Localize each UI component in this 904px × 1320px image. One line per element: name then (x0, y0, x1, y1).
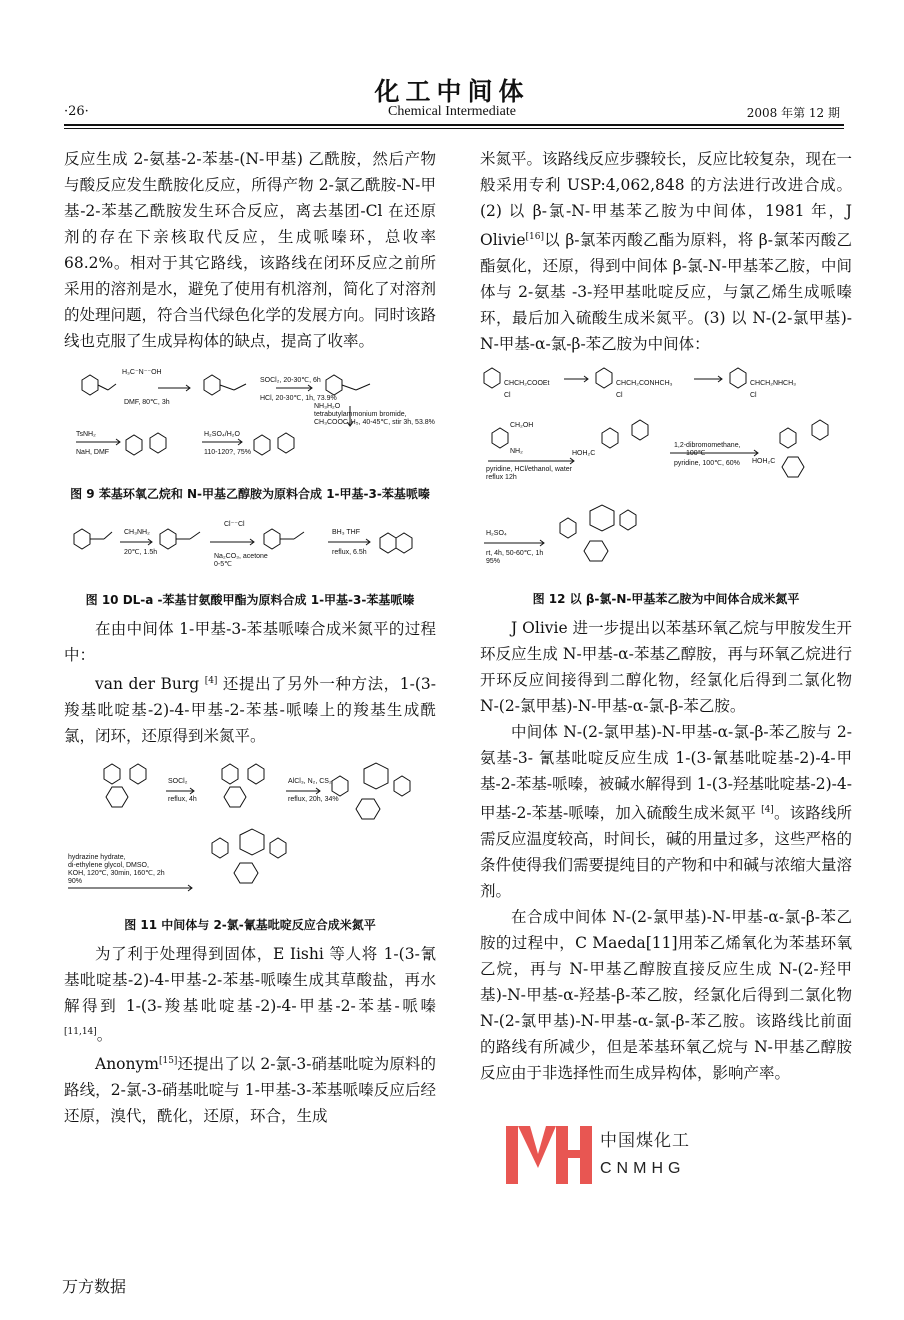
fig10-condition-2: Na₂CO₃, acetone (214, 553, 268, 560)
right-paragraph-1 (480, 146, 852, 357)
fig9-condition-8: NaH, DMF (76, 449, 110, 456)
fig9-condition-4: NH₃H₂O (314, 403, 341, 410)
figure-12-caption: 图 12 以 β-氯-N-甲基苯乙胺为中间体合成米氮平 (532, 592, 800, 607)
left-paragraph-5 (64, 1048, 436, 1129)
citation-ref: [4] (204, 676, 218, 686)
left-paragraph-1: 反应生成 2-氨基-2-苯基-(N-甲基) 乙酰胺，然后产物与酸反应发生酰胺化反应，所得产物 2-氯乙酰胺-N-甲基-2-苯基乙酰胺发生环合反应，离去基团-Cl 在还原剂的存在下亲核取代反应，生成哌嗪环，总收率 68.2%。相对于其它路线，该路线在闭环反应之前所采用的溶剂是水，避免了使用有机溶剂，简化了对溶剂的处理问题，符合当代绿色化学的发展方向。同时该路线也克服了生成异构体的缺点，提高了收率。 (64, 150, 437, 350)
fig10-condition-4: reflux, 6.5h (332, 549, 367, 556)
fig12-substrate-2: CHCH₂CONHCH₃ (616, 380, 673, 388)
fig9-condition-5: tetrabutylammonium bromide, (314, 411, 407, 418)
journal-title: 化工中间体 (374, 77, 530, 106)
paragraph-text: 以 β-氯苯丙酸乙酯为原料，将 β-氯苯丙酸乙酯氨化，还原，得到中间体 β-氯-N-甲基苯乙胺，中间体与 2-氨基 -3-羟甲基吡啶反应，与氯乙烯生成哌嗪环，最后加入硫酸生成米氮平。(3) 以 N-(2-氯甲基)-N-甲基-α-氯-β-苯乙胺为中间体： (480, 231, 852, 354)
source-footer: 万方数据 (62, 1277, 127, 1296)
citation-ref: [16] (525, 232, 544, 242)
fig12-condition-8: 95% (486, 558, 501, 566)
fig9-condition-3: HCl, 20-30℃, 1h, 73.9% (260, 395, 337, 402)
fig12-condition-6: H₂SO₄ (486, 530, 507, 538)
citation-ref: [15] (158, 1056, 178, 1067)
fig9-condition-10: 110-120?, 75% (204, 449, 251, 456)
fig12-condition-2: reflux 12h (486, 474, 517, 482)
figure-9-scheme (64, 360, 436, 478)
left-column (64, 146, 436, 1129)
fig12-substrate-2-cl: Cl (616, 392, 623, 400)
figure-10-scheme (64, 512, 436, 584)
fig12-condition-4: 100℃ (686, 450, 706, 458)
author-name: Anonym (95, 1055, 159, 1074)
fig10-condition-1: 20℃, 1.5h (124, 549, 158, 556)
fig12-condition-7: rt, 4h, 50-60℃, 1h (486, 550, 544, 558)
fig9-condition-1: DMF, 80℃, 3h (124, 399, 170, 406)
fig12-condition-1: pyridine, HCl/ethanol, water (486, 466, 572, 474)
figure-11-scheme (64, 755, 436, 909)
fig12-substrate-3-cl: Cl (750, 392, 757, 400)
right-column (480, 146, 852, 1086)
watermark-mark (504, 1120, 594, 1192)
header-rule (64, 124, 844, 129)
fig12-substrate-3: CHCH₂NHCH₃ (750, 380, 797, 388)
left-paragraph-4 (64, 941, 436, 1048)
issue-label: 2008 年第 12 期 (746, 106, 840, 120)
author-name: van der Burg (95, 675, 200, 694)
fig9-condition-9: H₂SO₄/H₂O (204, 431, 240, 438)
fig12-substrate-1: CHCH₂COOEt (504, 380, 550, 388)
fig12-pyridine-nh2: NH₂ (510, 448, 523, 456)
fig11-condition-6: 90% (68, 878, 83, 886)
fig12-condition-3: 1,2-dibromomethane, (674, 442, 741, 450)
left-paragraph-3 (64, 668, 436, 749)
paragraph-end: 。 (96, 1026, 113, 1045)
watermark-logo (504, 1120, 714, 1192)
figure-11-caption: 图 11 中间体与 2-氯-氰基吡啶反应合成米氮平 (124, 918, 376, 933)
figure-12 (480, 363, 852, 583)
right-paragraph-4: 在合成中间体 N-(2-氯甲基)-N-甲基-α-氯-β-苯乙胺的过程中，C Maeda[11]用苯乙烯氧化为苯基环氧乙烷，再与 N-甲基乙醇胺直接反应生成 N-(2-羟甲基)-N-甲基-α-羟基-β-苯乙胺，经氯化后得到二氯化物 N-(2-氯甲基)-N-甲基-α-氯-β-苯乙胺。该路线比前面的路线有所减少，但是苯基环氧乙烷与 N-甲基乙醇胺反应由于非选择性而生成异构体，影响产率。 (480, 908, 852, 1083)
left-paragraph-2: 在由中间体 1-甲基-3-苯基哌嗪合成米氮平的过程中： (64, 620, 436, 664)
fig12-substrate-1-cl: Cl (504, 392, 511, 400)
figure-10 (64, 512, 436, 584)
fig11-condition-5: KOH, 120℃, 30min, 160℃, 2h (68, 870, 165, 878)
fig10-reagent-1: CH₃NH₂ (124, 529, 150, 536)
fig9-condition-7: TsNH₂ (76, 431, 96, 438)
fig12-condition-5: pyridine, 100℃, 60% (674, 460, 740, 468)
watermark-latin: CNMHG (600, 1160, 686, 1177)
paragraph-text: 为了利于处理得到固体，E Iishi 等人将 1-(3-氰基吡啶基-2)-4-甲基-2-苯基-哌嗪生成其草酸盐，再水解得到 1-(3-羧基吡啶基-2)-4-甲基-2-苯基-哌嗪 (64, 945, 436, 1016)
fig12-intermediate-2: HOH₂C (752, 458, 776, 466)
figure-12-scheme (480, 363, 852, 583)
fig9-condition-2: SOCl₂, 20-30℃, 6h (260, 377, 321, 384)
figure-11 (64, 755, 436, 909)
paragraph-text: 米氮平。该路线反应步骤较长，反应比较复杂，现在一般采用专利 USP:4,062,848 的方法进行改进合成。(2) 以 β-氯-N-甲基苯乙胺为中间体，1981 年，J Olivie (480, 150, 853, 250)
fig12-pyridine-ch2oh: CH₂OH (510, 422, 534, 430)
fig9-condition-6: CH₃COOC₂H₅, 40-45℃, stir 3h, 53.8% (314, 419, 435, 426)
page-number: ·26· (64, 104, 89, 119)
citation-ref: [11,14] (64, 1027, 97, 1038)
citation-ref: [4] (761, 805, 774, 816)
fig12-intermediate-1: HOH₂C (572, 450, 596, 458)
fig11-condition-1: reflux, 4h (168, 796, 197, 804)
fig11-condition-3: hydrazine hydrate, (68, 854, 126, 862)
watermark-name: 中国煤化工 (600, 1131, 690, 1151)
figure-9 (64, 360, 436, 478)
figure-10-caption: 图 10 DL-a -苯基甘氨酸甲酯为原料合成 1-甲基-3-苯基哌嗪 (85, 593, 415, 607)
fig11-reagent-1: SOCl₂ (168, 778, 188, 786)
paragraph-text: 。该路线所需反应温度较高，时间长，碱的用量过多，这些严格的条件使得我们需要提纯目的产物和中和碱与浓缩大量溶剂。 (480, 804, 853, 901)
paragraph-text: 还提出了另外一种方法，1-(3-羧基吡啶基-2)-4-甲基-2-苯基-哌嗪上的羧基生成酰氯，闭环，还原得到米氮平。 (64, 675, 436, 746)
figure-9-caption: 图 9 苯基环氧乙烷和 N-甲基乙醇胺为原料合成 1-甲基-3-苯基哌嗪 (70, 487, 430, 501)
right-paragraph-2: J Olivie 进一步提出以苯基环氧乙烷与甲胺发生开环反应生成 N-甲基-α-苯基乙醇胺，再与环氧乙烷进行开环反应间接得到二醇化物，经氯化后得到二氯化物 N-(2-氯甲基)-N-甲基-α-氯-β-苯乙胺。 (480, 619, 852, 716)
fig10-condition-3: 0-5℃ (214, 561, 232, 568)
paragraph-text: 还提出了以 2-氯-3-硝基吡啶为原料的路线，2-氯-3-硝基吡啶与 1-甲基-3-苯基哌嗪反应后经还原，溴代，酰化，还原，环合，生成 (64, 1055, 436, 1126)
fig10-reagent-3: BH₃ THF (332, 529, 360, 536)
fig9-reagent-1: H₃C⁻N⁻⁻OH (122, 369, 162, 376)
journal-subtitle: Chemical Intermediate (388, 104, 516, 119)
right-paragraph-3 (480, 719, 852, 904)
fig11-condition-2: reflux, 20h, 34% (288, 796, 339, 804)
fig10-reagent-2: Cl⁻⁻Cl (224, 521, 245, 528)
fig11-reagent-2: AlCl₃, N₂, CS₂ (288, 778, 332, 786)
fig11-condition-4: di-ethylene glycol, DMSO, (68, 862, 149, 870)
paragraph-text: 中间体 N-(2-氯甲基)-N-甲基-α-氯-β-苯乙胺与 2-氨基-3- 氰基吡啶反应生成 1-(3-氰基吡啶基-2)-4-甲基-2-苯基-哌嗪，被碱水解得到 1-(3-羟基吡啶基-2)-4-甲基-2-苯基-哌嗪，加入硫酸生成米氮平 (480, 723, 852, 823)
